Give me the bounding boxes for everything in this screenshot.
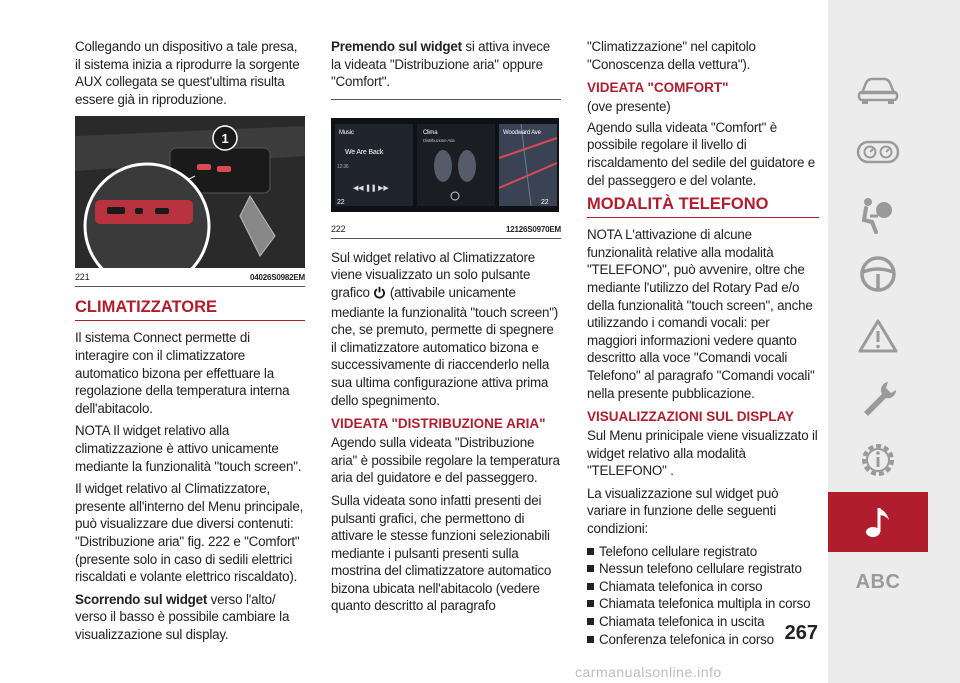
paragraph: Sul Menu prinicipale viene visualizzato il widget relativo alla modalità "TELEFONO" . [587, 428, 818, 479]
screen-song: We Are Back [345, 148, 384, 156]
dashboard-gauges-icon[interactable] [828, 122, 928, 182]
paragraph-start: Sul widget relativo al Climatizzatore viene visualizzato un solo pulsante grafico [331, 249, 535, 300]
comfort-note: (ove presente) [587, 99, 671, 115]
figure-number: 221 [75, 272, 90, 283]
screen-clima-title: Clima [423, 129, 438, 136]
power-icon [373, 286, 386, 304]
paragraph: Il sistema Connect permette di interagire con il climatizzatore automatico bizona per effettuare la regolazione della temperatura interna dell'abitacolo. [75, 330, 290, 416]
list-item: Chiamata telefonica in uscita [587, 613, 819, 631]
intro-paragraph: Collegando un dispositivo a tale presa, il sistema inizia a riprodurre la sorgente AUX collegata se quest'ultima risulta essere già in riproduzione. [75, 39, 300, 107]
screen-music-title: Music [339, 129, 354, 136]
music-note-icon[interactable] [828, 492, 928, 552]
list-item: Chiamata telefonica multipla in corso [587, 595, 819, 613]
note-paragraph: NOTA L'attivazione di alcune funzionalità relative alla modalità "TELEFONO", può avvenire, oltre che mediante l'utilizzo del Rotary Pad e/o della funzionalità "touch screen", anche utilizzando i comandi vocali: per maggiori informazioni vedere quanto descritto alla voce "Comandi vocali Telefono" al paragrafo "Comandi vocali" nella presente pubblicazione. [587, 227, 815, 401]
figure-code: 04026S0982EM [250, 273, 305, 283]
heading-visualizzazioni: VISUALIZZAZIONI SUL DISPLAY [587, 409, 795, 425]
list-item: Telefono cellulare registrato [587, 543, 819, 561]
column-2 [331, 38, 561, 620]
heading-climatizzatore: CLIMATIZZATORE [75, 297, 305, 321]
paragraph [331, 249, 561, 409]
figure-caption [75, 268, 305, 287]
airbag-icon[interactable] [828, 184, 928, 244]
connect-screen-image [331, 118, 559, 212]
figure-number: 222 [331, 223, 346, 234]
column-1 [75, 38, 305, 648]
page-number: 267 [784, 622, 818, 644]
paragraph [331, 38, 561, 91]
wrench-icon[interactable] [828, 368, 928, 428]
paragraph-rest: (attivabile unicamente mediante la funzionalità "touch screen") che, se premuto, permette di spegnere il climatizzatore automatico bizona e successivamente di riaccenderlo nella sua ultima configurazione attiva prima dello spegnimento. [331, 284, 559, 408]
abc-icon[interactable] [828, 552, 928, 612]
warning-triangle-icon[interactable] [828, 306, 928, 366]
paragraph-rest: si attiva invece la videata "Distribuzione aria" oppure "Comfort". [331, 39, 551, 90]
paragraph: Agendo sulla videata "Distribuzione aria" è possibile regolare la temperatura aria del guidatore e del passeggero. [331, 435, 560, 486]
screen-time: 12:36 [337, 163, 349, 170]
paragraph: Sulla videata sono infatti presenti dei pulsanti grafici, che permettono di attivare le stesse funzioni selezionabili mediante i pulsanti presenti sulla mostrina del climatizzatore automatico bizona ubicata nell'abitacolo (vedere quanto descritto al paragrafo [331, 492, 552, 614]
figure-caption [331, 220, 561, 239]
info-gear-icon[interactable] [828, 430, 928, 490]
abc-label: ABC [855, 570, 901, 593]
car-icon[interactable] [828, 60, 928, 120]
paragraph: Il widget relativo al Climatizzatore, presente all'interno del Menu principale, può visualizzare due diversi contenuti: "Distribuzione aria" fig. 222 e "Comfort" (presente solo in caso di sedili elettrici riscaldati e volante elettrico riscaldato). [75, 481, 304, 585]
screen-clima-sub: Distribuzione Aria [423, 137, 455, 143]
heading-distribuzione-aria: VIDEATA "DISTRIBUZIONE ARIA" [331, 416, 546, 432]
steering-wheel-icon[interactable] [828, 244, 928, 304]
heading-comfort: VIDEATA "COMFORT" [587, 80, 729, 96]
list-item: Conferenza telefonica in corso [587, 631, 819, 649]
figure-221 [75, 116, 305, 287]
svg-text:◀◀ ❚❚ ▶▶: ◀◀ ❚❚ ▶▶ [353, 184, 389, 192]
figure-code: 12126S0970EM [506, 224, 561, 234]
paragraph: La visualizzazione sul widget può variare in funzione delle seguenti condizioni: [587, 485, 779, 537]
paragraph: "Climatizzazione" nel capitolo "Conoscenza della vettura"). [587, 39, 756, 72]
heading-modalita-telefono: MODALITÀ TELEFONO [587, 194, 819, 218]
chapter-sidebar [828, 0, 960, 683]
watermark: carmanualsonline.info [575, 664, 722, 680]
paragraph: Agendo sulla videata "Comfort" è possibile regolare il livello di riscaldamento del sedile del guidatore e del passeggero e del volante. [587, 119, 815, 188]
figure-222 [331, 99, 561, 239]
aux-port-photo [75, 116, 305, 268]
paragraph-rest: verso l'alto/ verso il basso è possibile cambiare la visualizzazione sul display. [75, 591, 290, 642]
screen-map-title: Woodward Ave [503, 129, 541, 136]
list-item: Chiamata telefonica in corso [587, 578, 819, 596]
screen-temp-left: 22 [337, 198, 345, 206]
bold-lead: Premendo sul widget [331, 39, 462, 54]
note-paragraph: NOTA Il widget relativo alla climatizzazione è attivo unicamente mediante la funzionalità "touch screen". [75, 423, 302, 474]
list-item: Nessun telefono cellulare registrato [587, 560, 819, 578]
screen-temp-right: 22 [541, 198, 549, 206]
column-3 [587, 38, 819, 648]
paragraph [75, 591, 305, 644]
figure-callout: 1 [221, 131, 229, 147]
bold-lead: Scorrendo sul widget [75, 591, 208, 607]
